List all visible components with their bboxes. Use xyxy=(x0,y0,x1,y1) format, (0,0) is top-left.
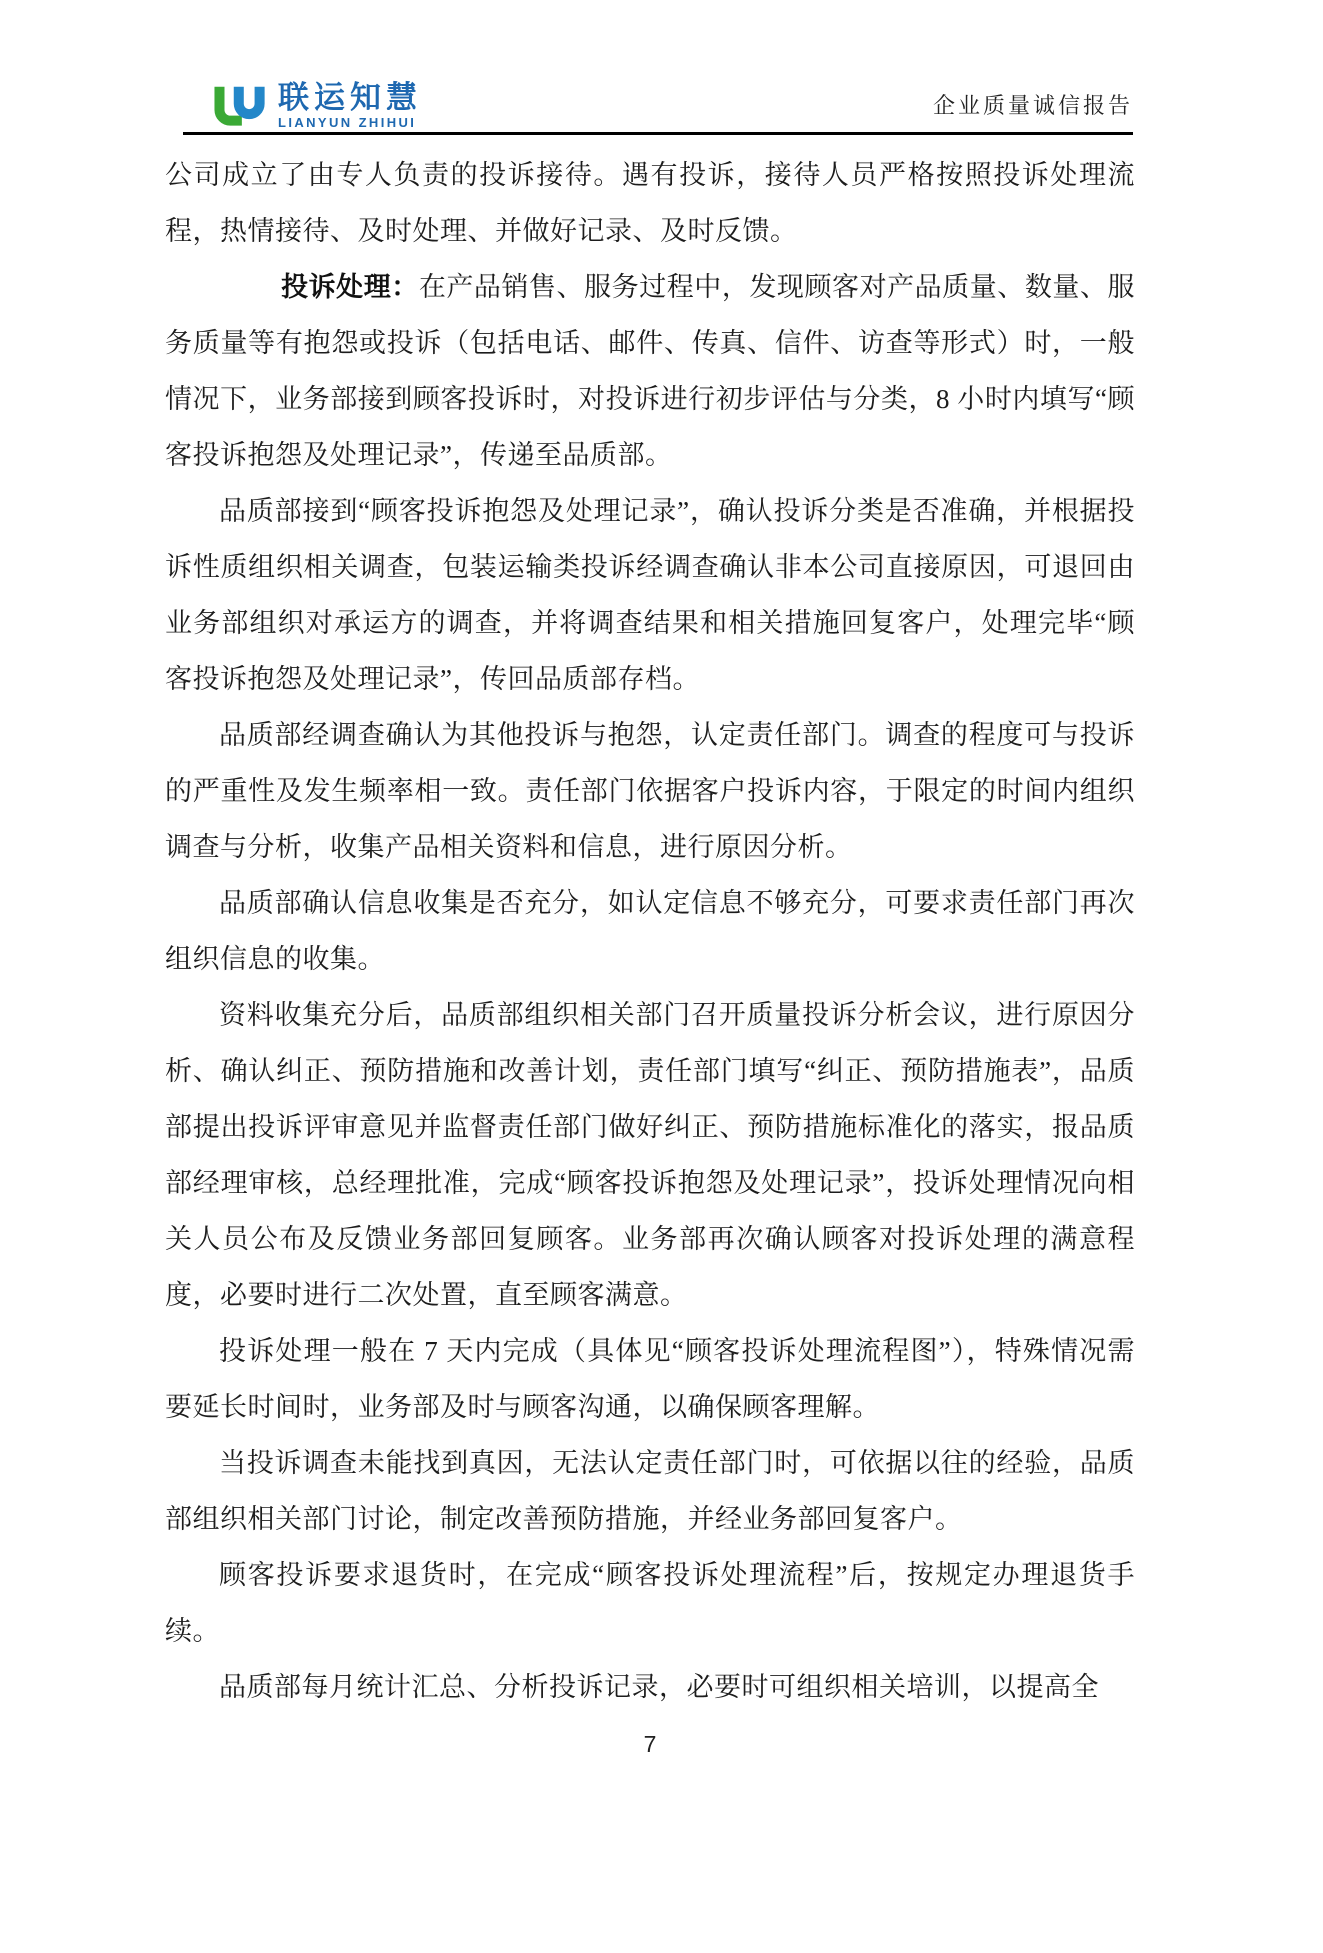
paragraph-text: 顾客投诉要求退货时，在完成“顾客投诉处理流程”后，按规定办理退货手续。 xyxy=(165,1560,1135,1646)
paragraph-text: 品质部确认信息收集是否充分，如认定信息不够充分，可要求责任部门再次组织信息的收集。 xyxy=(165,888,1135,974)
paragraph-text: 公司成立了由专人负责的投诉接待。遇有投诉，接待人员严格按照投诉处理流程，热情接待、及时处理、并做好记录、及时反馈。 xyxy=(165,160,1135,246)
paragraph xyxy=(165,259,1135,483)
paragraph-text: 品质部经调查确认为其他投诉与抱怨，认定责任部门。调查的程度可与投诉的严重性及发生频率相一致。责任部门依据客户投诉内容，于限定的时间内组织调查与分析，收集产品相关资料和信息，进行原因分析。 xyxy=(165,720,1135,862)
paragraph xyxy=(165,483,1135,707)
paragraph-text: 资料收集充分后，品质部组织相关部门召开质量投诉分析会议，进行原因分析、确认纠正、预防措施和改善计划，责任部门填写“纠正、预防措施表”，品质部提出投诉评审意见并监督责任部门做好纠正、预防措施标准化的落实，报品质部经理审核，总经理批准，完成“顾客投诉抱怨及处理记录”，投诉处理情况向相关人员公布及反馈业务部回复顾客。业务部再次确认顾客对投诉处理的满意程度，必要时进行二次处置，直至顾客满意。 xyxy=(165,1000,1135,1310)
paragraph-lead: 投诉处理： xyxy=(281,272,419,302)
logo-lu-icon xyxy=(211,83,265,129)
page-footer xyxy=(165,1731,1135,1758)
paragraph xyxy=(165,1435,1135,1547)
paragraph-text: 当投诉调查未能找到真因，无法认定责任部门时，可依据以往的经验，品质部组织相关部门讨论，制定改善预防措施，并经业务部回复客户。 xyxy=(165,1448,1135,1534)
header-title: 企业质量诚信报告 xyxy=(932,93,1133,118)
page-header xyxy=(183,82,1133,135)
logo-text xyxy=(278,82,422,129)
logo-name-en: LIANYUN ZHIHUI xyxy=(278,115,417,130)
paragraph-text: 在产品销售、服务过程中，发现顾客对产品质量、数量、服务质量等有抱怨或投诉（包括电话、邮件、传真、信件、访查等形式）时，一般情况下，业务部接到顾客投诉时，对投诉进行初步评估与分类，8 小时内填写“顾客投诉抱怨及处理记录”，传递至品质部。 xyxy=(165,272,1135,470)
paragraph xyxy=(165,1659,1135,1715)
paragraph xyxy=(165,875,1135,987)
page-number: 7 xyxy=(643,1731,657,1757)
paragraph xyxy=(165,987,1135,1323)
logo-u-shape xyxy=(239,87,260,114)
paragraph xyxy=(165,707,1135,875)
company-logo xyxy=(211,82,422,129)
document-body xyxy=(0,135,1323,1758)
paragraph xyxy=(165,1323,1135,1435)
document-page xyxy=(0,82,1323,1953)
paragraph-text: 品质部每月统计汇总、分析投诉记录，必要时可组织相关培训，以提高全 xyxy=(219,1672,1099,1702)
logo-name-cn: 联运知慧 xyxy=(278,80,422,115)
paragraph-text: 投诉处理一般在 7 天内完成（具体见“顾客投诉处理流程图”），特殊情况需要延长时间时，业务部及时与顾客沟通，以确保顾客理解。 xyxy=(165,1336,1135,1422)
paragraph xyxy=(165,147,1135,259)
paragraph-text: 品质部接到“顾客投诉抱怨及处理记录”，确认投诉分类是否准确，并根据投诉性质组织相关调查，包装运输类投诉经调查确认非本公司直接原因，可退回由业务部组织对承运方的调查，并将调查结果和相关措施回复客户，处理完毕“顾客投诉抱怨及处理记录”，传回品质部存档。 xyxy=(165,496,1135,694)
paragraph xyxy=(165,1547,1135,1659)
